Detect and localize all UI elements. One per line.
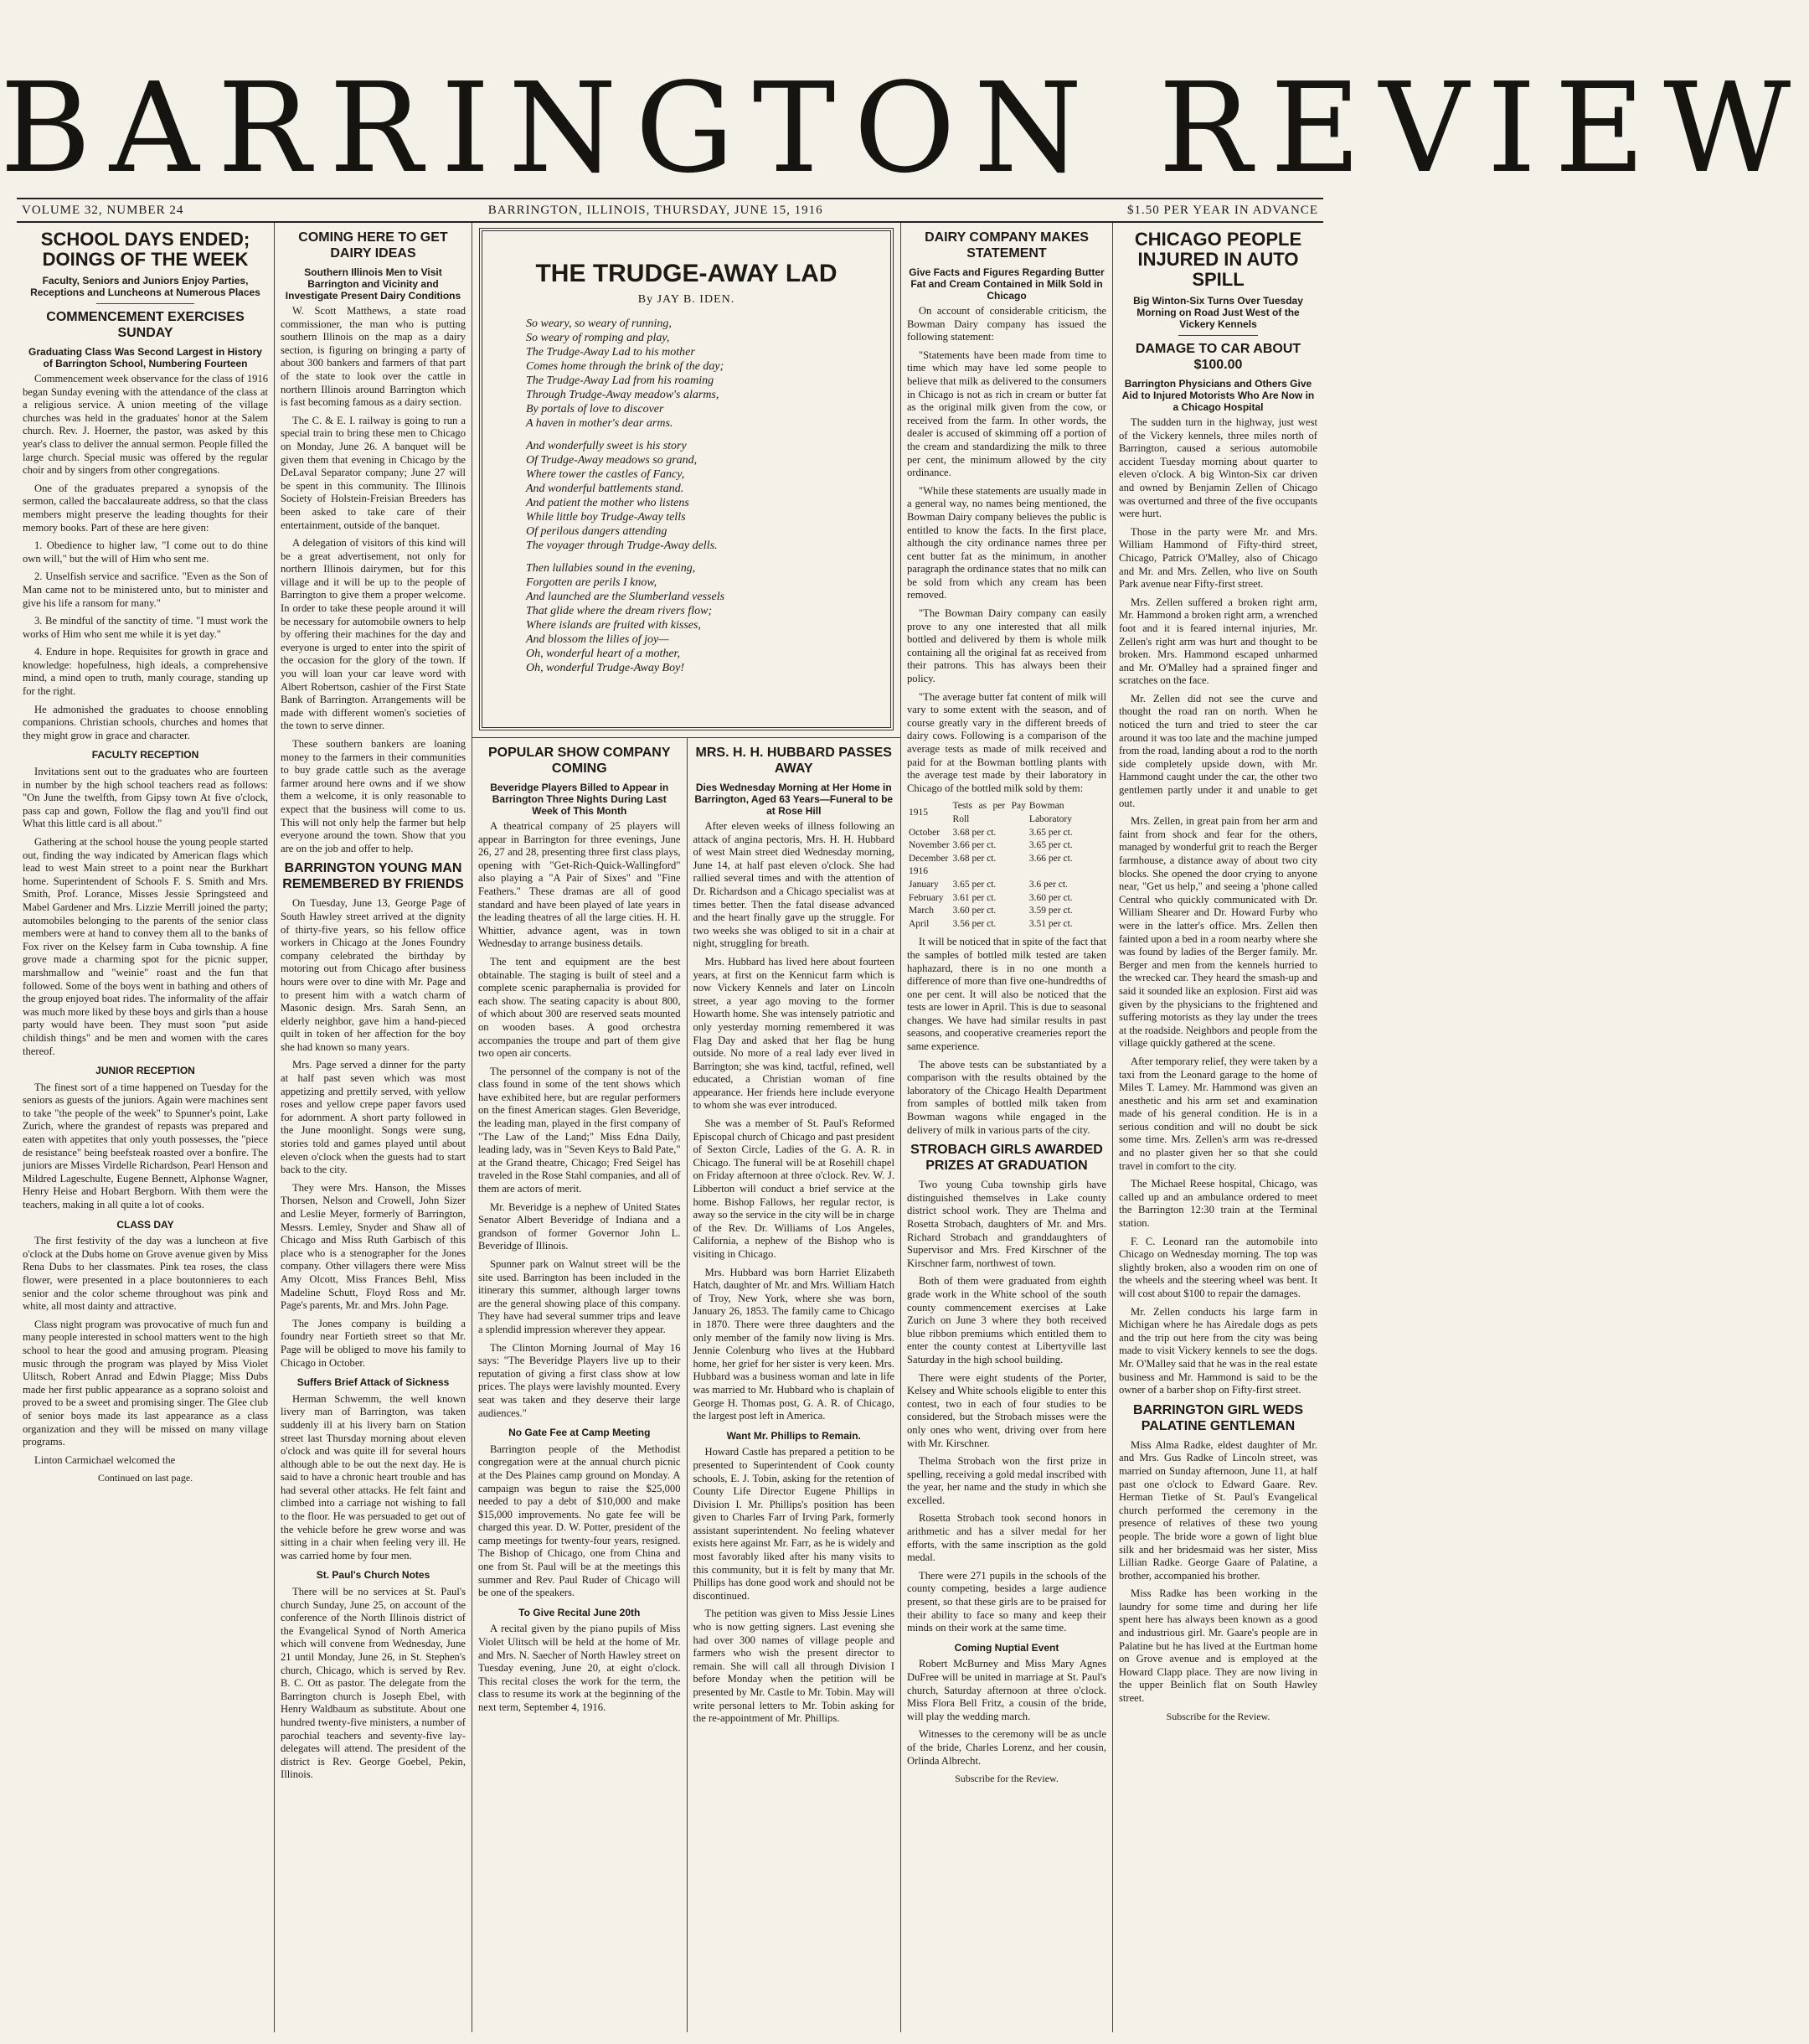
paragraph: A theatrical company of 25 players will appear in Barrington for three evenings, June 26, 27 and 28, presenting three first class plays, opening with "Get-Rich-Quick-Wallingford" also playing a "A Pair of Sixes" and "Fine Feathers." These dramas are all of good standard and have been played of late years in the leading theatres of all the large cities. H. H. Whittier, advance agent, was in town Wednesday to arrange business details.: [478, 820, 681, 950]
dairy-headline: COMING HERE TO GET DAIRY IDEAS: [298, 230, 448, 261]
auto-sub-headline: DAMAGE TO CAR ABOUT $100.00: [1135, 342, 1301, 372]
paragraph: Robert McBurney and Miss Mary Agnes DuFree will be united in marriage at St. Paul's church, Saturday afternoon at three o'clock. Miss Flora Bell Fritz, a cousin of the bride, will play the wedding march.: [907, 1658, 1106, 1722]
table-row: January 3.65 per ct. 3.6 per ct.: [909, 879, 1068, 890]
section-subhead: JUNIOR RECEPTION: [95, 1065, 195, 1077]
auto-deck: Big Winton-Six Turns Over Tuesday Morning on Road Just West of the Vickery Kennels: [1133, 295, 1303, 330]
continued-note: Continued on last page.: [97, 1472, 193, 1484]
paragraph: The tent and equipment are the best obtainable. The staging is built of steel and a complete scenic paraphernalia is provided for each show. The seating capacity is about 800, of which about 300 are reserved seats mounted on wooden bases. A good orchestra accompanies the troupe and part of them give two open air concerts.: [478, 955, 681, 1060]
column-4: [687, 738, 901, 2032]
paragraph: "While these statements are usually made in a general way, no names being mentioned, the Bowman Dairy company believes the public is entitled to know the facts. In the first place, although the city ordinance names three per cent butter fat as the minimum, in another paragraph the ordinance states that no milk can be sold from which any cream has been removed.: [907, 484, 1106, 601]
paragraph: Mrs. Zellen suffered a broken right arm, Mr. Hammond a broken right arm, a wrenched foot and it is feared internal injuries, Mr. Zellen's right arm was hurt and thought to be broken. Mrs. Hammond escaped unharmed and Mr. O'Malley had a sprained finger and scratches on the face.: [1119, 596, 1317, 687]
column-1: [17, 223, 274, 2032]
table-row: October 3.68 per ct. 3.65 per ct.: [909, 827, 1073, 838]
paragraph: These southern bankers are loaning money to the farmers in their communities to buy grade cattle such as the average farmer around here owns and if we show them a welcome, it is only reasonable to expect that the business will come to us. This will not only help the farmer but help everyone around the town. Show that you are on the job and offer to help.: [281, 738, 466, 854]
paragraph: Mrs. Page served a dinner for the party at half past seven which was most appetizing and prettily served, with yellow roses and yellow crepe paper favors used for adornment. A short party followed in the June moonlight. Songs were sung, stories told and games played until about eleven o'clock when the guests had to start back to the city.: [281, 1059, 466, 1176]
place-date: BARRINGTON, ILLINOIS, THURSDAY, JUNE 15, 1916: [487, 203, 823, 217]
butterfat-table: [907, 800, 1106, 931]
paragraph: They were Mrs. Hanson, the Misses Thorsen, Nelson and Crowell, John Sizer and Leslie Meyer, formerly of Barrington, Messrs. Lemley, Snyder and Shaw all of Chicago and Miss Ruth Garbisch of this place who is a stenographer for the Jones company. Other villagers there were Miss Amy Olcott, Miss Frances Behl, Miss Madeline Schutt, Floyd Ross and Mr. Page's parents, Mr. and Mrs. John Page.: [281, 1181, 466, 1312]
paragraph: She was a member of St. Paul's Reformed Episcopal church of Chicago and past president of Sexton Circle, Ladies of the G. A. R. in Chicago. The funeral will be at Rosehill chapel on Friday afternoon at three o'clock. Rev. W. J. Libberton will conduct a brief service at the home. Bishop Fallows, her regular rector, is away so the service in the city will be in charge of the Rev. Dr. Williams of Los Angeles, California, a nephew of the Bishop who is visiting in Chicago.: [693, 1117, 894, 1260]
subscribe-note: Subscribe for the Review.: [955, 1773, 1059, 1785]
paragraph: Class night program was provocative of much fun and many people interested in school matters went to the high school to hear the good and amusing program. Pleasing music through the program was played by Miss Violet Ulitsch, Robert Anrad and Edwin Plagge; Miss Dubs made her first public appearance as a soprano soloist and proved to be a sweet and promising singer. The Glee club of senior boys made its last appearance as a class organization and they will be missed on many village programs.: [23, 1318, 268, 1448]
school-headline: SCHOOL DAYS ENDED; DOINGS OF THE WEEK: [40, 229, 250, 270]
paragraph: Mr. Beveridge is a nephew of United States Senator Albert Beveridge of Indiana and a grandson of former Governor John L. Beveridge of Illinois.: [478, 1200, 681, 1252]
paragraph: Spunner park on Walnut street will be the site used. Barrington has been included in the itinerary this summer, although larger towns are the general showing place of this company. They have had several summer trips and leave a splendid impression wherever they appear.: [478, 1258, 681, 1335]
show-headline: POPULAR SHOW COMPANY COMING: [488, 746, 671, 776]
table-cell: Tests as per Pay Roll: [952, 801, 1026, 824]
paragraph: W. Scott Matthews, a state road commissioner, the man who is putting southern Illinois on the map as a dairy section, is figuring on bringing a party of about 300 bankers and farmers of that part of the state to look over the cattle in northern Illinois around Barrington which is fast becoming famous as a dairy section.: [281, 305, 466, 409]
masthead-title: BARRINGTON REVIEW: [0, 56, 1809, 200]
paragraph: 3. Be mindful of the sanctity of time. "I must work the works of Him who sent me while it is yet day.": [23, 615, 268, 640]
subscribe-note: Subscribe for the Review.: [1166, 1710, 1270, 1722]
paragraph: The Michael Reese hospital, Chicago, was called up and an ambulance ordered to meet the Barrington 12:30 train at the Terminal station.: [1119, 1178, 1317, 1230]
dairy-deck: Southern Illinois Men to Visit Barrington and Vicinity and Investigate Present Dairy Conditions: [285, 266, 461, 302]
subcolumns: [472, 737, 900, 2032]
table-header-row: [907, 800, 1106, 826]
recital-headline: To Give Recital June 20th: [518, 1606, 641, 1618]
paragraph: Miss Alma Radke, eldest daughter of Mr. and Mrs. Gus Radke of Lincoln street, was married on Sunday afternoon, June 11, at half past one o'clock to Edward Gaare. Rev. Herman Tietke of St. Paul's Evangelical church performed the ceremony in the presence of relatives of these two young people. The bride wore a gown of light blue silk and her bridesmaid was her sister, Miss Lillian Radke. George Gaare of Palatine, a brother, accompanied his brother.: [1119, 1438, 1317, 1582]
paragraph: He admonished the graduates to choose ennobling companions. Christian schools, churches and homes that they might grow in grace and character.: [23, 703, 268, 741]
dairy-statement-headline: DAIRY COMPANY MAKES STATEMENT: [925, 230, 1089, 261]
table-row: March 3.60 per ct. 3.59 per ct.: [909, 906, 1073, 916]
paragraph: One of the graduates prepared a synopsis of the sermon, called the baccalaureate address, so that the class members might preserve the leading thoughts for their memory books. Part of these are here given:: [23, 482, 268, 534]
table-row: December 3.68 per ct. 3.66 per ct.: [909, 853, 1073, 864]
table-row: November 3.66 per ct. 3.65 per ct.: [909, 840, 1073, 851]
paragraph: The first festivity of the day was a luncheon at five o'clock at the Dubs home on Grove avenue given by Miss Rena Dubs to her classmates. Pink tea roses, the class flower, were presented in a place boutonnieres to each senior and the color scheme throughout was pink and white, all most dainty and attractive.: [23, 1235, 268, 1313]
poem-stanza-3: Then lullabies sound in the evening, Forgotten are perils I know, And launched are the Slumberland vessels That glide where the dream rivers flow; Where islands are fruited with kisses, And blossom the lilies of joy— Oh, wonderful heart of a mother, Oh, wonderful Trudge-Away Boy!: [526, 562, 725, 674]
column-2: [274, 223, 472, 2032]
poem-title: THE TRUDGE-AWAY LAD: [535, 260, 838, 287]
school-deck: Faculty, Seniors and Juniors Enjoy Parties, Receptions and Luncheons at Numerous Places: [30, 275, 260, 298]
table-row: April 3.56 per ct. 3.51 per ct.: [909, 918, 1073, 929]
paragraph: Howard Castle has prepared a petition to be presented to Superintendent of Cook county schools, E. J. Tobin, asking for the retention of County Life Director Eugene Phillips in Division I. Mr. Phillips's position has been given to Charles Farr of Irving Park, formerly assistant superintendent. No feeling whatever exists here against Mr. Farr, as he is widely and most favorably liked after his many visits to this community, but it is felt by many that Mr. Phillips has done good work and should not be discontinued.: [693, 1446, 894, 1602]
dairy-statement-deck: Give Facts and Figures Regarding Butter Fat and Cream Contained in Milk Sold in Chicago: [909, 266, 1105, 302]
paragraph: Witnesses to the ceremony will be as uncle of the bride, Charles Lorenz, and her cousin, Orlinda Albrecht.: [907, 1728, 1106, 1767]
columns-3-4: [472, 223, 900, 2032]
paragraph: 4. Endure in hope. Requisites for growth in grace and knowledge: hopefulness, high ideals, a comprehensive mind, a mind open to truth, manly courage, standing up for the right.: [23, 646, 268, 698]
auto-headline: CHICAGO PEOPLE INJURED IN AUTO SPILL: [1134, 229, 1302, 290]
paragraph: Mrs. Zellen, in great pain from her arm and faint from shock and fear for the others, managed by wonderful grit to reach the Berger farmhouse, a distance away of about two city blocks. She opened the door crying to anyone near, "Get us help," and seeing a 'phone called Central who quickly communicated with Dr. William Shearer and Dr. Howard Furby who were in the latter's office. Mrs. Zellen then fainted upon a bed in a room nearby where she was found by ladies of the Berger family. Mr. Berger and men from the kennels hurried to the wrecked car. They heard the smash-up and said it sounded like an explosion. First aid was given by the physicians to the frightened and suffering motorists as they lay under the trees at the roadside. Neighbors and people from the village quickly gathered at the scene.: [1119, 815, 1317, 1050]
section-subhead: FACULTY RECEPTION: [91, 749, 199, 761]
paragraph: Thelma Strobach won the first prize in spelling, receiving a gold medal inscribed with the year, her name and the study in which she excelled.: [907, 1455, 1106, 1506]
paragraph: Linton Carmichael welcomed the: [34, 1453, 176, 1466]
paragraph: Mr. Zellen conducts his large farm in Michigan where he has Airedale dogs as pets and the trip out here from the city was being made to visit Vickery kennels to see the dogs. Mr. O'Malley said that he was in the real estate business and Mr. Hammond is said to be the owner of a barber shop on Fifty-first street.: [1119, 1305, 1317, 1396]
phillips-headline: Want Mr. Phillips to Remain.: [726, 1429, 861, 1442]
paragraph: The petition was given to Miss Jessie Lines who is now getting signers. Last evening she had over 300 names of village people and farmers who wish the present director to remain. She will call all through Division I before Monday when the petition will be presented by Mr. Castle to Mr. Tobin. May will write personal letters to Mr. Tobin asking for the re-appointment of Mr. Phillips.: [693, 1608, 894, 1725]
paragraph: Herman Schwemm, the well known livery man of Barrington, was taken suddenly ill at his livery barn on Station street last Thursday morning about eleven o'clock and was quite ill for several hours although able to be out the next day. He is said to have a chronic heart trouble and has had several other attacks. He felt faint and climbed into a carriage not wishing to fall to the floor. He was persuaded to get out of the vehicle before he grew worse and was sitting in a chair when feeling very ill. He was carried home by four men.: [281, 1392, 466, 1561]
paragraph: After eleven weeks of illness following an attack of angina pectoris, Mrs. H. H. Hubbard of west Main street died Wednesday morning, June 14, at half past eleven o'clock. She had rallied several times and with the attention of Dr. Richardson and a Chicago specialist was at times better. Then the fatal disease advanced and the heart finally gave up the struggle. For two weeks she was obliged to sit in a chair at night, struggling for breath.: [693, 820, 894, 950]
paragraph: The personnel of the company is not of the class found in some of the tent shows which have exhibited here, but are regular performers on the finest American stages. Glen Beveridge, the leading man, played in the first company of "The Law of the Land;" Miss Edna Daily, leading lady, was in "Seven Keys to Bald Pate," at the Grand theatre, Chicago; Fred Seigel has traveled in the Rose Stahl companies, and all of them are actors of merit.: [478, 1065, 681, 1195]
poem-stanza-1: So weary, so weary of running, So weary of romping and play, The Trudge-Away Lad to his mother Comes home through the brink of the day; The Trudge-Away Lad from his roaming Through Trudge-Away meadow's alarms, By portals of love to discover A haven in mother's dear arms.: [526, 317, 724, 430]
columns: [17, 223, 1323, 2032]
table-row: February 3.61 per ct. 3.60 per ct.: [909, 892, 1073, 903]
paragraph: There were 271 pupils in the schools of the county competing, besides a large audience present, so that these girls are to be praised for their ability to face so many and keep their minds on their work at the same time.: [907, 1569, 1106, 1634]
paragraph: On account of considerable criticism, the Bowman Dairy company has issued the following statement:: [907, 305, 1106, 343]
paragraph: There were eight students of the Porter, Kelsey and White schools eligible to enter this contest, two in each of four studies to be considered, but the Strobach misses were the only ones who went, driving over from here with Mr. Kirschner.: [907, 1371, 1106, 1449]
auto-sub-deck: Barrington Physicians and Others Give Aid to Injured Motorists Who Are Now in a Chicago Hospital: [1121, 378, 1315, 413]
paragraph: "The Bowman Dairy company can easily prove to any one interested that all milk bottled and delivered by them is whole milk containing all the original fat as received from their patrons. This has always been their policy.: [907, 607, 1106, 685]
section-subhead: CLASS DAY: [116, 1218, 174, 1231]
paragraph: Mrs. Hubbard was born Harriet Elizabeth Hatch, daughter of Mr. and Mrs. William Hatch of Troy, New York, where she was born, January 26, 1853. The family came to Chicago in 1870. There were three daughters and the only member of the family now living is Mrs. Jennie Colenburg who lives at the Hubbard home, her grief for her sister is very keen. Mrs. Hubbard was a business woman and late in life was married to Mr. Hubbard who is chaplain of George H. Thomas post, G. A. R. of Chicago, the largest post left in America.: [693, 1266, 894, 1422]
paragraph: The sudden turn in the highway, just west of the Vickery kennels, three miles north of Barrington, caused a serious automobile accident Tuesday morning about quarter to eleven o'clock. A big Winton-Six car driven and owned by Benjamin Zellen of Chicago was overturned and three of the five occupants were hurt.: [1119, 416, 1317, 520]
table-row: 1916: [909, 866, 928, 877]
paragraph: The Jones company is building a foundry near Fortieth street so that Mr. Page will be obliged to move his family to Chicago in October.: [281, 1317, 466, 1369]
paragraph: Both of them were graduated from eighth grade work in the White school of the south county commencement exercises at Lake Zurich on June 3 where they both received blue ribbon premiums which entitled them to enter the county contest at Libertyville last Saturday in the high school building.: [907, 1275, 1106, 1365]
column-5: [900, 223, 1112, 2032]
young-man-headline: BARRINGTON YOUNG MAN REMEMBERED BY FRIENDS: [282, 861, 464, 892]
school-sub-headline: COMMENCEMENT EXERCISES SUNDAY: [46, 310, 245, 340]
dateline: [17, 198, 1323, 223]
wedding-headline: BARRINGTON GIRL WEDS PALATINE GENTLEMAN: [1133, 1402, 1303, 1433]
paragraph: The C. & E. I. railway is going to run a special train to bring these men to Chicago on Monday, June 26. A banquet will be given them that evening in Chicago by the DeLaval Separator company; June 27 will be spent in this community. The Illinois Society of Holstein-Freisian Breeders has been asked to take care of their entertainment, outside of the banquet.: [281, 414, 466, 531]
paragraph: 2. Unselfish service and sacrifice. "Even as the Son of Man came not to be ministered unto, but to minister and give his life a ransom for many.": [23, 570, 268, 609]
sickness-headline: Suffers Brief Attack of Sickness: [296, 1376, 450, 1389]
divider: [1178, 335, 1258, 336]
poem-stanza-2: And wonderfully sweet is his story Of Trudge-Away meadows so grand, Where tower the castles of Fancy, And wonderful battlements stand. And patient the mother who listens While little boy Trudge-Away tells Of perilous dangers attending The voyager through Trudge-Away dells.: [526, 440, 718, 552]
subscription-price: $1.50 PER YEAR IN ADVANCE: [1127, 203, 1318, 217]
paragraph: There will be no services at St. Paul's church Sunday, June 25, on account of the conference of the North Illinois district of the Evangelical Synod of North America which will convene from Wednesday, June 21 until Monday, June 26, in St. Stephen's church, Chicago, which is served by Rev. B. C. Ott as pastor. The delegate from the Barrington church is Joseph Ebel, with Henry Waldbaum as substitute. About one hundred twenty-five ministers, a number of parochial teachers and seventy-five lay-delegates will attend. The president of the district is Rev. George Goebel, Pekin, Illinois.: [281, 1586, 466, 1781]
paragraph: A recital given by the piano pupils of Miss Violet Ulitsch will be held at the home of Mr. and Mrs. N. Saecher of North Hawley street on Tuesday evening, June 20, at eight o'clock. This recital closes the work for the term, the class to resume its work at the beginning of the next term, September 4, 1916.: [478, 1623, 681, 1713]
hubbard-headline: MRS. H. H. HUBBARD PASSES AWAY: [695, 746, 892, 776]
school-sub-deck: Graduating Class Was Second Largest in History of Barrington School, Numbering Fourteen: [28, 346, 262, 369]
paragraph: Commencement week observance for the class of 1916 began Sunday evening with the attendance of the class at a religious service. A union meeting of the village churches was held in the graduates' honor at the Salem church. Rev. J. Hoerner, the pastor, was asked by this year's class to deliver the annual sermon. People filled the large church. Special music was offered by the regular choir and by singers from other congregations.: [23, 373, 268, 477]
paragraph: Miss Radke has been working in the laundry for some time and during her life spent here has always been known as a good and industrious girl. Mr. Gaare's people are in Palatine but he has lived at the Eurtman home on Grove avenue and is employed at the Howard Clapp place. They are now living in the upper Beinlich flat on South Hawley street.: [1119, 1587, 1317, 1705]
show-deck: Beveridge Players Billed to Appear in Barrington Three Nights During Last Week of This Month: [490, 782, 669, 817]
column-6: [1112, 223, 1323, 2032]
paragraph: Invitations sent out to the graduates who are fourteen in number by the high school teachers read as follows: "On June the twelfth, from Gipsy town At five o'clock, pass cap and gown, Follow the flag and you'll find out What this little card is all about.": [23, 766, 268, 830]
paragraph: After temporary relief, they were taken by a taxi from the Leonard garage to the home of Miles T. Lamey. Mr. Hammond was given an anesthetic and his arm set and examination made of his general condition. He is in a serious condition and will no doubt be sick some time. Mrs. Zellen's arm was re-dressed and no plaster given her so that she could travel in comfort to the city.: [1119, 1055, 1317, 1172]
camp-headline: No Gate Fee at Camp Meeting: [508, 1427, 651, 1439]
poem-box: [479, 228, 894, 730]
paragraph: It will be noticed that in spite of the fact that the samples of bottled milk tested are taken haphazard, there is in no one month a difference of more than five one-hundredths of one per cent. It will also be noticed that the tests are lower in April. This is due to seasonal changes. We have had similar results in past seasons, and cooperative creameries report the same experience.: [907, 936, 1106, 1053]
paragraph: "The average butter fat content of milk will vary to some extent with the season, and of course greatly vary in the different breeds of dairy cows. Following is a comparison of the average tests as made of milk received and paid for at the Bowman bottling plants with the average test made by their laboratory in Chicago of the bottled milk sold by them:: [907, 690, 1106, 794]
paragraph: Mrs. Hubbard has lived here about fourteen years, at first on the Kennicut farm which is now Vickery Kennels and later on Lincoln street, a year ago moving to the former Howarth home. She was intensely patriotic and only yesterday morning remembered it was Flag Day and asked that her flag be hung outside. No more of a real lady ever lived in Barrington; she was kind, tactful, refined, well educated, a Christian woman of fine appearance. Her friends here include everyone to whom she was ever introduced.: [693, 955, 894, 1112]
strobach-headline: STROBACH GIRLS AWARDED PRIZES AT GRADUATION: [910, 1143, 1103, 1174]
nuptial-headline: Coming Nuptial Event: [954, 1641, 1059, 1654]
paragraph: A delegation of visitors of this kind will be a great advertisement, not only for northern Illinois dairymen, but for this village and it will be up to the people of Barrington to give them a proper welcome. In order to take these people around it will be necessary for automobile owners to help by offering their machines for the day and everyone is urged to enter into the spirit of the occasion for the glory of the town. If you will loan your car leave word with Albert Robertson, cashier of the First State Bank of Barrington. Arrangements will be made with different women's societies of the town to serve dinner.: [281, 537, 466, 732]
volume-number: VOLUME 32, NUMBER 24: [22, 203, 184, 217]
paragraph: Gathering at the school house the young people started out, finding the way indicated by American flags which lead to west Main street to a point near the Burkhart home. Superintendent of Schools F. S. Smith and Mrs. Smith, Prof. Lorance, Misses Jessie Springsteed and Mabel Gardener and Mrs. Lizzie Merrill joined the party; automobiles belonging to the parents of the senior class members were at hand to convey them all to the banks of Fox river on the Kelsey farm in Cuba township. A fine grove made a charming spot for the picnic supper, marshmallow and "weinie" roast and the fun that followed. Some of the boys went in bathing and others of the group enjoyed boat rides. The informality of the affair was much more liked by these boys and girls than a house party would have been. They must soon "put aside childish things" and be men and women with the cares thereof.: [23, 836, 268, 1057]
column-3: [472, 738, 687, 2032]
paragraph: The finest sort of a time happened on Tuesday for the seniors as guests of the juniors. Again were machines sent to take "the people of the week" to Spunner's point, Lake Zurich, where the grandest of repasts was prepared and eaten with appetites that only youth possesses, the "piece de resistance" being beefsteak roasted over a bonfire. The juniors are Misses Virdelle Richardson, Pearl Henson and Mildred Lageschulte, Eugene Bennett, Alphonse Wagner, Henry Heise and Hobart Bergborn. With them were the teachers, making in all quite a lot of cooks.: [23, 1081, 268, 1211]
paragraph: The above tests can be substantiated by a comparison with the results obtained by the laboratory of the Chicago Health Department from samples of bottled milk taken from Bowman wagons while engaged in the delivery of milk in various parts of the city.: [907, 1058, 1106, 1136]
paragraph: The Clinton Morning Journal of May 16 says: "The Beveridge Players live up to their reputation of giving a first class show at low prices. The plays were lavishly mounted. Every seat was taken and they deserve their large audiences.": [478, 1341, 681, 1419]
paragraph: Rosetta Strobach took second honors in arithmetic and has a silver medal for her efforts, with the same inscription as the gold medal.: [907, 1512, 1106, 1564]
church-headline: St. Paul's Church Notes: [316, 1569, 430, 1582]
paragraph: Two young Cuba township girls have distinguished themselves in Lake county district school work. They are Thelma and Rosetta Strobach, daughters of Mr. and Mrs. Richard Strobach and granddaughters of Supervisor and Mrs. Fred Kirschner of the Kirschner farm, northwest of town.: [907, 1179, 1106, 1269]
paragraph: F. C. Leonard ran the automobile into Chicago on Wednesday morning. The top was slightly broken, also a wooden rim on one of the wheels and the steering wheel was bent. It will cost about $100 to repair the damages.: [1119, 1235, 1317, 1299]
paragraph: Mr. Zellen did not see the curve and thought the road ran on north. When he noticed the turn and tried to steer the car around it was too late and the machine jumped from the road, landing about a rod to the north side completely upside down, with Mr. Hammond caught under the car, the other two gentlemen partly under it and unable to get out.: [1119, 692, 1317, 809]
paragraph: "Statements have been made from time to time which may have led some people to believe that milk as delivered to the consumers in Chicago is not as rich in cream or butter fat as the original milk given from the cow, or received from the farm. In other words, the dealer is accused of skimming off a portion of the cream and standardizing the milk to three per cent, the minimum allowed by the city ordinance.: [907, 348, 1106, 479]
paragraph: Barrington people of the Methodist congregation were at the annual church picnic at the Des Plaines camp ground on Monday. A campaign was begun to raise the $25,000 needed to pay a debt of $10,000 and make $15,000 improvements. No gate fee will be charged this year. D. W. Potter, president of the camp meetings for twenty-four years, resigned. The Bishop of Chicago, one from China and one from St. Paul will be at the meetings this summer and Rev. Paul Ruder of Chicago will be one of the speakers.: [478, 1443, 681, 1599]
table-cell: Bowman Laboratory: [1028, 801, 1073, 824]
hubbard-deck: Dies Wednesday Morning at Her Home in Barrington, Aged 63 Years—Funeral to be at Rose Hill: [694, 782, 894, 817]
table-cell: 1915: [909, 808, 928, 818]
paragraph: Those in the party were Mr. and Mrs. William Hammond of Fifty-third street, Chicago, Patrick O'Malley, also of Chicago and Mr. and Mrs. Zellen, who live on South Park avenue near Fifty-first street.: [1119, 525, 1317, 591]
poem-byline: By JAY B. IDEN.: [637, 293, 735, 306]
divider: [96, 303, 194, 304]
paragraph: 1. Obedience to higher law, "I come out to do thine own will," but the will of Him who sent me.: [23, 539, 268, 565]
masthead: [0, 56, 1809, 200]
paragraph: On Tuesday, June 13, George Page of South Hawley street arrived at the dignity of thirty-five years, so his fellow office workers in Chicago at the Jones Foundry company celebrated the birthday by motoring out from Chicago after business hours were over to dine with Mr. Page and to present him with a watch charm of Masonic design. Mrs. Sarah Senn, an elderly neighbor, gave him a hand-pieced quilt in token of her affection for the boy she had known so many years.: [281, 897, 466, 1053]
